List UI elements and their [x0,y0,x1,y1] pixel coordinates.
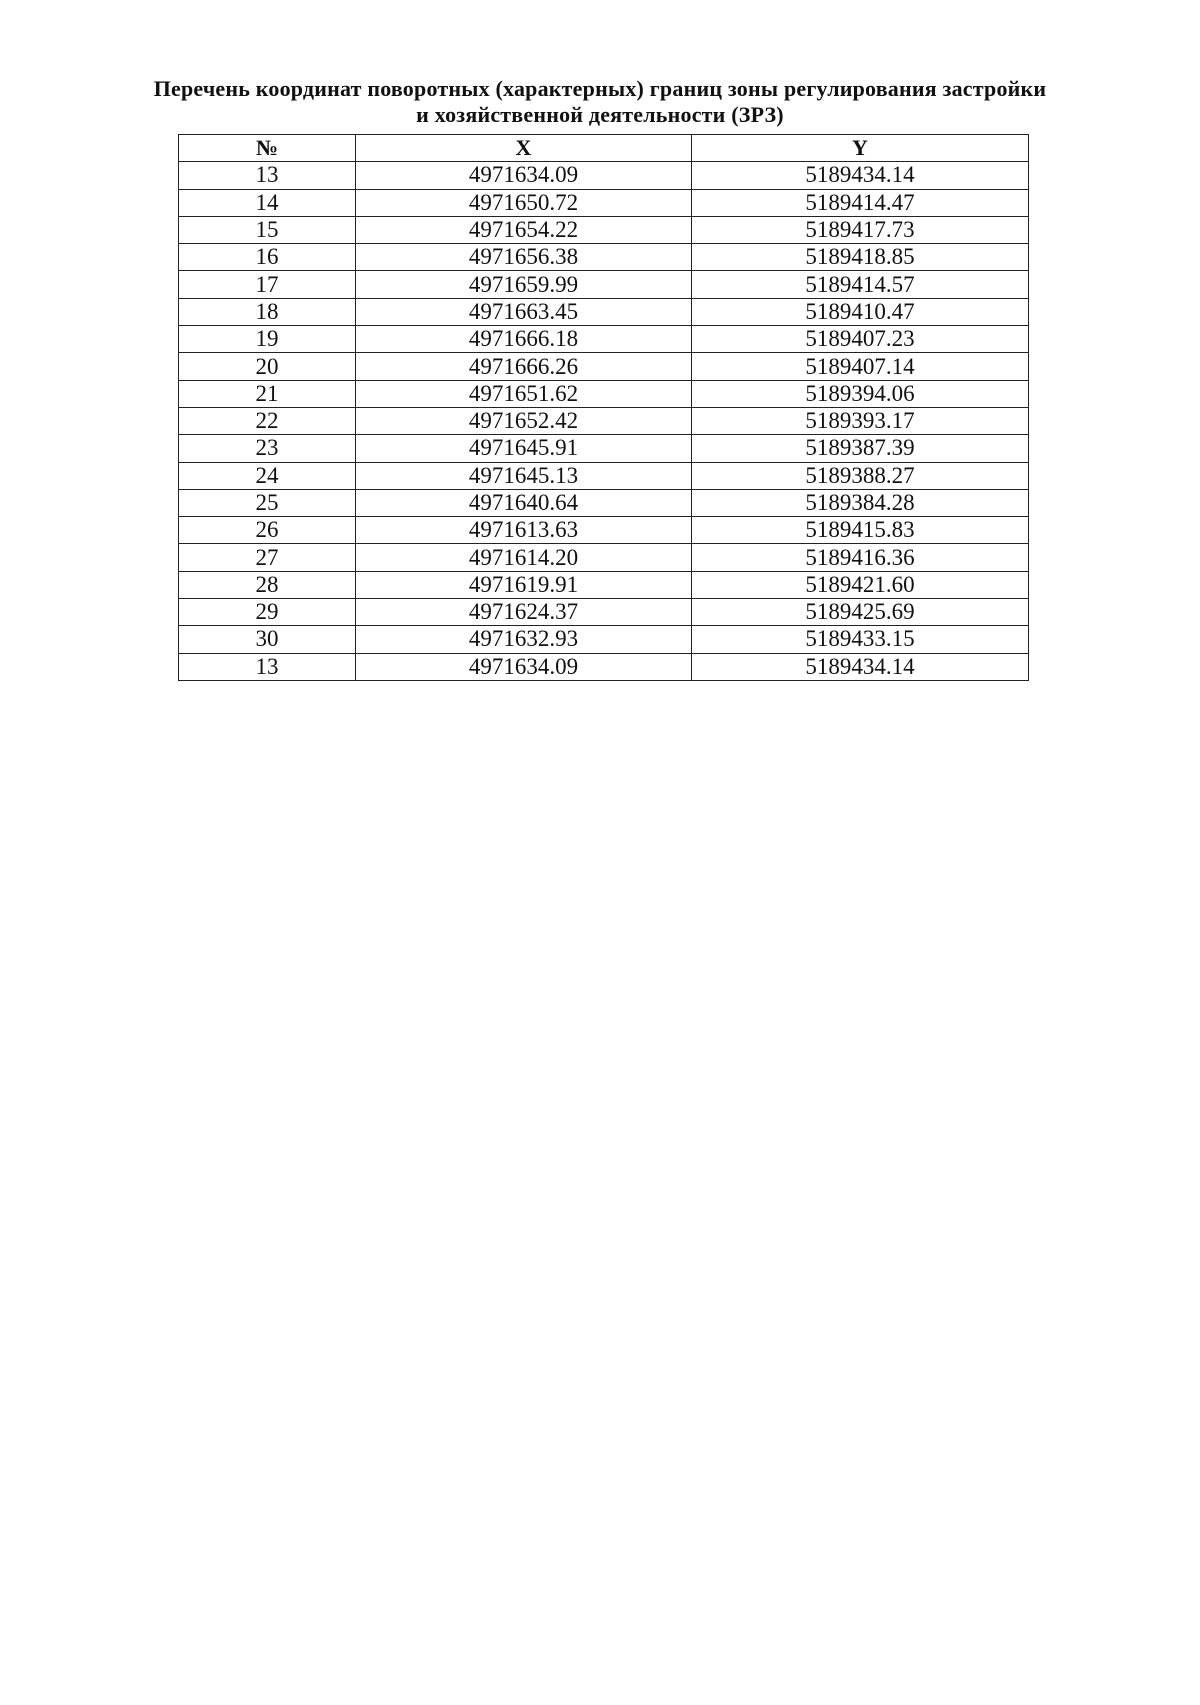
table-body [179,162,1029,681]
table-row [179,326,1029,353]
y-coordinate-cell: 5189384.28 [692,489,1029,516]
x-coordinate-cell: 4971619.91 [356,571,692,598]
y-coordinate-cell: 5189425.69 [692,599,1029,626]
document-title [60,76,1140,128]
table-header-row [179,135,1029,162]
table-row [179,271,1029,298]
table-row [179,353,1029,380]
y-coordinate-cell: 5189407.14 [692,353,1029,380]
point-number-cell: 14 [179,189,356,216]
coordinates-table [178,134,1029,681]
point-number-cell: 24 [179,462,356,489]
y-coordinate-cell: 5189414.47 [692,189,1029,216]
x-coordinate-cell: 4971624.37 [356,599,692,626]
point-number-cell: 23 [179,435,356,462]
point-number-cell: 15 [179,216,356,243]
y-coordinate-cell: 5189393.17 [692,407,1029,434]
x-coordinate-cell: 4971614.20 [356,544,692,571]
x-coordinate-cell: 4971640.64 [356,489,692,516]
x-coordinate-cell: 4971645.13 [356,462,692,489]
point-number-cell: 13 [179,653,356,680]
table-row [179,599,1029,626]
table-row [179,544,1029,571]
table-row [179,489,1029,516]
x-coordinate-cell: 4971632.93 [356,626,692,653]
y-coordinate-cell: 5189417.73 [692,216,1029,243]
y-coordinate-cell: 5189394.06 [692,380,1029,407]
y-coordinate-cell: 5189416.36 [692,544,1029,571]
y-coordinate-cell: 5189434.14 [692,653,1029,680]
table-row [179,380,1029,407]
x-coordinate-cell: 4971645.91 [356,435,692,462]
y-coordinate-cell: 5189415.83 [692,517,1029,544]
y-coordinate-cell: 5189433.15 [692,626,1029,653]
table-row [179,435,1029,462]
point-number-cell: 17 [179,271,356,298]
point-number-cell: 13 [179,162,356,189]
y-coordinate-cell: 5189421.60 [692,571,1029,598]
y-coordinate-cell: 5189388.27 [692,462,1029,489]
point-number-cell: 27 [179,544,356,571]
title-line-1: Перечень координат поворотных (характерных) границ зоны регулирования застройки [153,76,1047,101]
point-number-cell: 22 [179,407,356,434]
point-number-cell: 29 [179,599,356,626]
table-row [179,244,1029,271]
header-x: X [356,135,692,162]
x-coordinate-cell: 4971651.62 [356,380,692,407]
table-row [179,407,1029,434]
table-row [179,189,1029,216]
x-coordinate-cell: 4971634.09 [356,162,692,189]
table-row [179,626,1029,653]
point-number-cell: 21 [179,380,356,407]
y-coordinate-cell: 5189407.23 [692,326,1029,353]
point-number-cell: 20 [179,353,356,380]
table-row [179,653,1029,680]
point-number-cell: 28 [179,571,356,598]
x-coordinate-cell: 4971666.26 [356,353,692,380]
title-line-2: и хозяйственной деятельности (ЗРЗ) [416,102,784,127]
table-row [179,462,1029,489]
x-coordinate-cell: 4971663.45 [356,298,692,325]
x-coordinate-cell: 4971652.42 [356,407,692,434]
y-coordinate-cell: 5189418.85 [692,244,1029,271]
point-number-cell: 30 [179,626,356,653]
x-coordinate-cell: 4971654.22 [356,216,692,243]
point-number-cell: 25 [179,489,356,516]
x-coordinate-cell: 4971634.09 [356,653,692,680]
y-coordinate-cell: 5189410.47 [692,298,1029,325]
y-coordinate-cell: 5189387.39 [692,435,1029,462]
table-row [179,517,1029,544]
table-row [179,571,1029,598]
table-row [179,298,1029,325]
x-coordinate-cell: 4971659.99 [356,271,692,298]
header-y: Y [692,135,1029,162]
x-coordinate-cell: 4971666.18 [356,326,692,353]
header-number: № [179,135,356,162]
x-coordinate-cell: 4971656.38 [356,244,692,271]
x-coordinate-cell: 4971650.72 [356,189,692,216]
table-row [179,162,1029,189]
y-coordinate-cell: 5189434.14 [692,162,1029,189]
point-number-cell: 26 [179,517,356,544]
x-coordinate-cell: 4971613.63 [356,517,692,544]
y-coordinate-cell: 5189414.57 [692,271,1029,298]
table-row [179,216,1029,243]
point-number-cell: 19 [179,326,356,353]
point-number-cell: 18 [179,298,356,325]
point-number-cell: 16 [179,244,356,271]
